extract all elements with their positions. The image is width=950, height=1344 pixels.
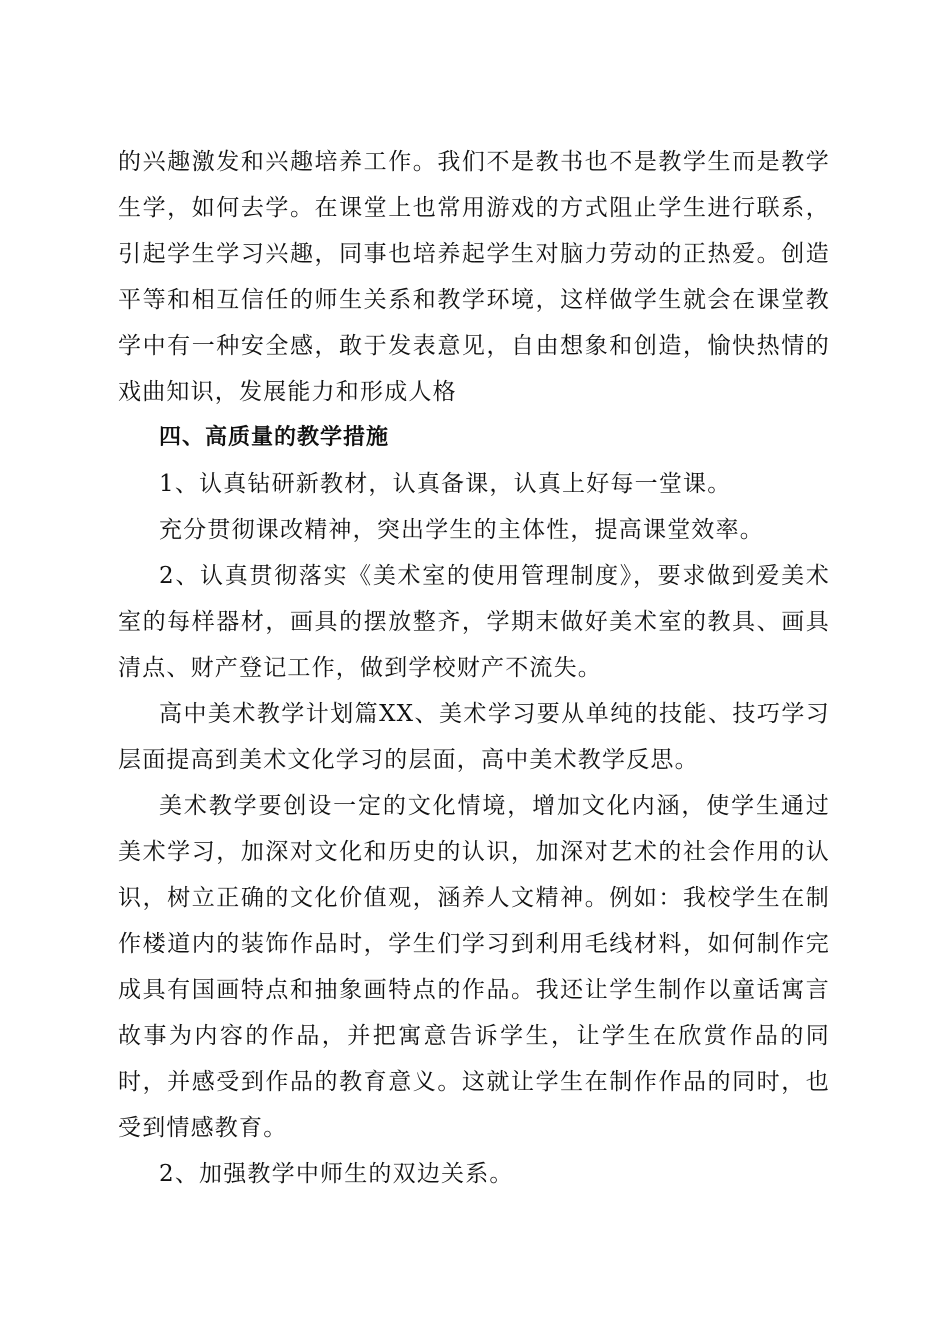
paragraph-teacher-student-relation: 2、加强教学中师生的双边关系。 — [159, 1161, 514, 1187]
document-body — [118, 139, 830, 1197]
paragraph-art-culture: 高中美术教学计划篇XX、美术学习要从单纯的技能、技巧学习层面提高到美术文化学习的层面，高中美术教学反思。 — [118, 701, 830, 773]
paragraph-curriculum-reform: 充分贯彻课改精神，突出学生的主体性，提高课堂效率。 — [159, 517, 764, 543]
paragraph-measure-1: 1、认真钻研新教材，认真备课，认真上好每一堂课。 — [159, 471, 732, 497]
paragraph-cultural-context: 美术教学要创设一定的文化情境，增加文化内涵，使学生通过美术学习，加深对文化和历史的认识，加深对艺术的社会作用的认识，树立正确的文化价值观，涵养人文精神。例如：我校学生在制作楼道内的装饰作品时，学生们学习到利用毛线材料，如何制作完成具有国画特点和抽象画特点的作品。我还让学生制作以童话寓言故事为内容的作品，并把寓意告诉学生，让学生在欣赏作品的同时，并感受到作品的教育意义。这就让学生在制作作品的同时，也受到情感教育。 — [118, 793, 830, 1141]
section-heading-teaching-measures: 四、高质量的教学措施 — [159, 425, 390, 450]
paragraph-measure-2: 2、认真贯彻落实《美术室的使用管理制度》，要求做到爱美术室的每样器材，画具的摆放整齐，学期末做好美术室的教具、画具清点、财产登记工作，做到学校财产不流失。 — [118, 563, 830, 681]
paragraph-interest-cultivation: 的兴趣激发和兴趣培养工作。我们不是教书也不是教学生而是教学生学，如何去学。在课堂上也常用游戏的方式阻止学生进行联系，引起学生学习兴趣，同事也培养起学生对脑力劳动的正热爱。创造平等和相互信任的师生关系和教学环境，这样做学生就会在课堂教学中有一种安全感，敢于发表意见，自由想象和创造，愉快热情的戏曲知识，发展能力和形成人格 — [118, 149, 830, 405]
